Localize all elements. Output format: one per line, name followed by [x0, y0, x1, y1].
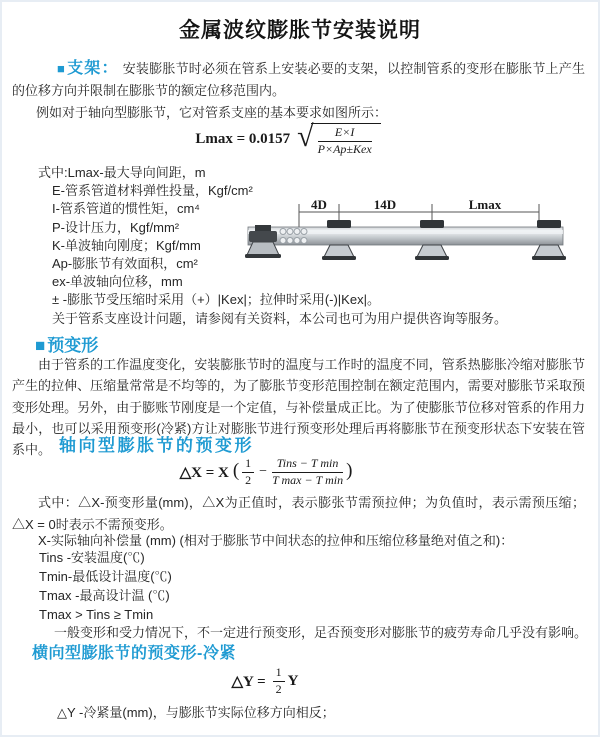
support-section-label: 支架：	[67, 60, 119, 77]
pipe-support-diagram	[245, 194, 600, 270]
dim-label-lmax: Lmax	[468, 197, 502, 212]
temperature-item: Tmin-最低设计温度(℃)	[39, 569, 172, 584]
half-numerator: 1	[273, 666, 285, 682]
sqrt-expression	[297, 120, 380, 157]
close-paren: )	[346, 460, 353, 482]
temp-fraction-numerator: Tins − T min	[272, 457, 343, 473]
axial-preform-formula	[2, 457, 530, 488]
axial-subsection-heading: 轴向型膨胀节的预变形	[59, 436, 254, 455]
lateral-formula-lhs: △Y =	[231, 673, 266, 690]
preform-paragraph: 由于管系的工作温度变化，安装膨胀节时的温度与工作时的温度不同，管系热膨胀冷缩对膨胀节产生的拉伸、压缩量常常是不均等的，为了膨胀节变形范围控制在额定范围内，需要对膨胀节采取预变形处理。另外，由于膨账节刚度是一个定值，与补偿量成正比。为了使膨胀节位移对管系的作用力最小，也可以采用预变形(冷紧)方让对膨胀节进行预变形处理后再将膨胀节在预变形状态下安装在管系中。	[12, 357, 585, 458]
dim-label-4d: 4D	[311, 197, 327, 212]
open-paren: (	[232, 460, 240, 482]
dim-label-14d: 14D	[373, 197, 397, 212]
section-square-icon: ■	[35, 336, 46, 355]
minus-operator: −	[259, 464, 268, 480]
axial-formula-lhs: △X = X	[179, 464, 229, 481]
preform-heading-text: 预变形	[47, 336, 99, 355]
section-square-icon: ■	[57, 61, 66, 76]
half-fraction	[273, 666, 285, 697]
temperature-definitions-list	[39, 548, 172, 624]
temperature-fraction	[272, 457, 343, 488]
lmax-fraction	[318, 126, 372, 157]
definition-item: E-管系管道材料弹性投量，Kgf/cm²	[52, 183, 253, 199]
page-title: 金属波纹膨胀节安装说明	[179, 19, 421, 42]
half-numerator: 1	[242, 457, 254, 473]
lmax-formula-lhs: Lmax = 0.0157	[195, 131, 291, 148]
definition-item: ex-单波轴向位移，mm	[52, 274, 183, 290]
preform-section-heading	[35, 331, 98, 356]
lmax-fraction-numerator: E×I	[318, 126, 372, 142]
temperature-item: Tins -安装温度(℃)	[39, 550, 145, 565]
support-intro-text: 安装膨胀节时必须在管系上安装必要的支架，以控制管系的变形在膨胀节上产生的位移方向并限制在膨胀节的额定位移范围内。	[12, 61, 585, 98]
lateral-subsection-heading: 横向型膨胀节的预变形-冷紧	[32, 645, 236, 662]
definition-item: Ap-膨胀节有效面积，cm²	[52, 255, 198, 271]
half-denominator: 2	[275, 681, 282, 696]
definition-item: ± -膨胀节受压缩时采用（+）|Kex|；拉伸时采用(-)|Kex|。	[52, 292, 380, 308]
support-paragraph	[12, 58, 585, 101]
definition-item: 式中:Lmax-最大导向间距，m	[38, 165, 206, 180]
axial-formula-note: 式中：△X-预变形量(mm)，△X为正值时，表示膨张节需预拉伸；为负值时，表示需预压缩；△X = 0时表示不需预变形。	[12, 495, 585, 532]
definition-item: 关于管系支座设计问题，请参阅有关资料，本公司也可为用户提供咨询等服务。	[52, 310, 508, 326]
x-definition-text: X-实际轴向补偿量 (mm) (相对于膨胀节中间状态的拉伸和压缩位移量绝对值之和)：	[38, 533, 514, 548]
definition-item: K-单波轴向刚度；Kgf/mm	[52, 237, 201, 253]
lmax-fraction-denominator: P×Ap±Kex	[317, 141, 372, 156]
temperature-item: Tmax -最高设计温 (℃)	[39, 588, 170, 603]
temperature-item: Tmax > Tins ≥ Tmin	[39, 607, 154, 622]
half-fraction	[242, 457, 254, 488]
lateral-preform-formula	[2, 666, 532, 697]
definition-item: I-管系管道的惯性矩，cm⁴	[52, 201, 200, 217]
support-example-text: 例如对于轴向型膨胀节，它对管系支座的基本要求如图所示：	[36, 105, 388, 120]
lmax-formula	[2, 120, 574, 157]
temp-fraction-denominator: T max − T min	[272, 472, 344, 487]
lateral-formula-rhs: Y	[287, 672, 299, 689]
definition-item: P-设计压力，Kgf/mm²	[52, 219, 180, 235]
sqrt-radicand	[311, 123, 381, 157]
sqrt-radical-icon: √	[297, 120, 314, 153]
axial-remark-text: 一般变形和受力情况下，不一定进行预变形，足否预变形对膨胀节的疲劳寿命几乎没有影响。	[54, 625, 588, 640]
lateral-formula-note: △Y -冷紧量(mm)，与膨胀节实际位移方向相反；	[57, 705, 335, 720]
half-denominator: 2	[245, 472, 252, 487]
